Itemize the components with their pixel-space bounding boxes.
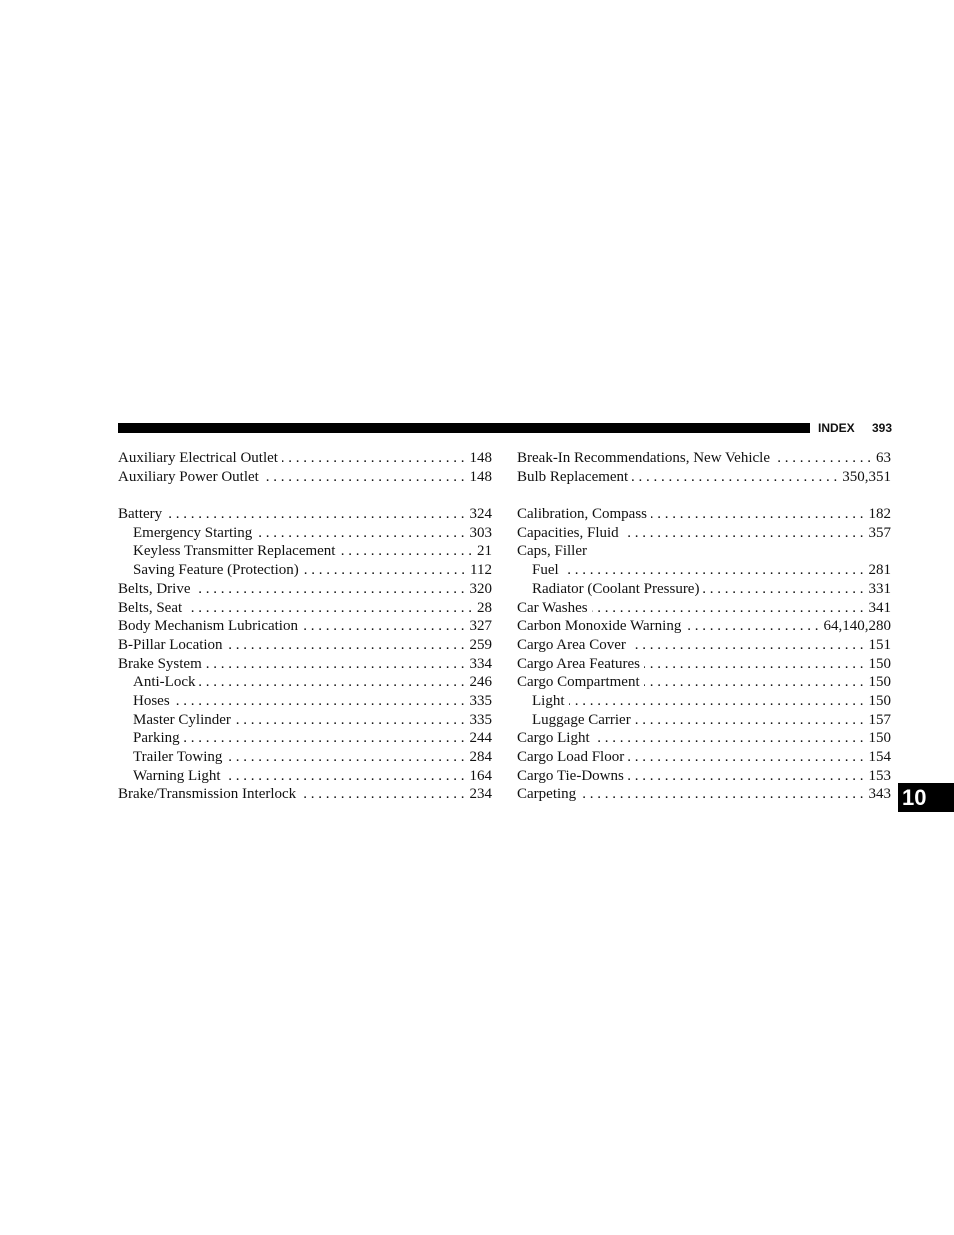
entry-label: Carpeting: [517, 786, 577, 803]
entry-label: Cargo Area Features: [517, 655, 641, 672]
entry-label: Warning Light: [133, 767, 221, 784]
entry-page: 157: [868, 711, 891, 728]
entry-label: Capacities, Fluid: [517, 524, 619, 541]
entry-page: 148: [469, 468, 492, 485]
index-entry: [517, 599, 891, 618]
dot-leader: [592, 599, 864, 618]
dot-leader: [774, 449, 871, 468]
index-entry: [118, 655, 492, 674]
index-subentry: [517, 580, 891, 599]
dot-leader: [632, 468, 837, 487]
entry-page: 357: [868, 524, 891, 541]
entry-page: 341: [868, 599, 891, 616]
entry-label: Cargo Compartment: [517, 674, 640, 691]
dot-leader: [303, 561, 465, 580]
index-subentry: [118, 767, 492, 786]
dot-leader: [199, 673, 464, 692]
index-entry: [118, 599, 492, 618]
entry-label: Parking: [133, 730, 180, 747]
index-entry: [517, 655, 891, 674]
index-entry: [517, 785, 891, 804]
entry-page: 21: [477, 543, 492, 560]
entry-page: 350,351: [842, 468, 891, 485]
index-entry: [517, 729, 891, 748]
index-subentry: [517, 711, 891, 730]
index-subentry: [517, 692, 891, 711]
entry-page: 331: [868, 580, 891, 597]
index-entry: [118, 580, 492, 599]
dot-leader: [628, 767, 864, 786]
index-entry: [517, 636, 891, 655]
entry-page: 246: [469, 674, 492, 691]
entry-page: 150: [868, 674, 891, 691]
index-subentry: [118, 692, 492, 711]
index-column-left: [118, 449, 492, 804]
entry-label: Brake System: [118, 655, 202, 672]
entry-page: 335: [469, 711, 492, 728]
entry-page: 112: [470, 562, 492, 579]
entry-page: 343: [868, 786, 891, 803]
dot-leader: [630, 636, 864, 655]
entry-label: Cargo Area Cover: [517, 636, 626, 653]
page-number: 393: [871, 421, 892, 435]
entry-page: 154: [868, 749, 891, 765]
entry-label: Cargo Load Floor: [517, 749, 625, 765]
entry-page: 150: [868, 730, 891, 747]
dot-leader: [256, 524, 464, 543]
dot-leader: [195, 580, 465, 599]
index-entry: [118, 468, 492, 487]
running-header: [818, 420, 892, 436]
entry-label: Anti-Lock: [133, 674, 196, 691]
entry-page: 150: [868, 655, 891, 672]
index-entry: [517, 505, 891, 524]
entry-page: 151: [868, 636, 891, 653]
entry-page: 259: [469, 636, 492, 653]
entry-label: Keyless Transmitter Replacement: [133, 543, 336, 560]
dot-leader: [174, 692, 465, 711]
entry-page: 164: [469, 767, 492, 784]
dot-leader: [166, 505, 464, 524]
entry-label: Caps, Filler: [517, 543, 587, 560]
index-entry: [517, 449, 891, 468]
header-rule: [118, 423, 810, 433]
entry-page: 63: [876, 450, 891, 466]
index-entry: [517, 524, 891, 543]
dot-leader: [628, 748, 863, 767]
entry-page: 284: [469, 749, 492, 765]
chapter-tab: 10: [898, 783, 954, 812]
index-subentry: [118, 561, 492, 580]
entry-page: 320: [469, 580, 492, 597]
entry-label: Radiator (Coolant Pressure): [532, 580, 700, 597]
dot-leader: [569, 692, 864, 711]
index-entry: [517, 617, 891, 636]
index-subentry: [118, 524, 492, 543]
index-column-right: [517, 449, 891, 804]
dot-leader: [263, 468, 465, 487]
dot-leader: [225, 767, 465, 786]
entry-page: 327: [469, 618, 492, 635]
index-entry: [118, 617, 492, 636]
entry-label: Belts, Seat: [118, 599, 183, 616]
entry-page: 303: [469, 524, 492, 541]
dot-leader: [235, 711, 465, 730]
entry-label: Brake/Transmission Interlock: [118, 786, 297, 803]
index-subentry: [118, 542, 492, 561]
dot-leader: [186, 599, 472, 618]
dot-leader: [300, 785, 464, 804]
index-subentry: [517, 561, 891, 580]
entry-label: Auxiliary Power Outlet: [118, 468, 259, 485]
dot-leader: [703, 580, 863, 599]
entry-label: Break-In Recommendations, New Vehicle: [517, 450, 770, 466]
entry-label: Master Cylinder: [133, 711, 231, 728]
entry-page: 148: [469, 450, 492, 466]
entry-page: 64,140,280: [823, 618, 891, 635]
entry-label: Belts, Drive: [118, 580, 191, 597]
dot-leader: [302, 617, 465, 636]
dot-leader: [339, 542, 472, 561]
entry-label: Hoses: [133, 692, 170, 709]
index-entry: [118, 636, 492, 655]
entry-label: Saving Feature (Protection): [133, 562, 299, 579]
entry-page: 281: [868, 562, 891, 579]
dot-leader: [563, 561, 864, 580]
entry-label: Trailer Towing: [133, 749, 223, 765]
entry-page: 28: [477, 599, 492, 616]
dot-leader: [623, 524, 864, 543]
entry-page: 150: [868, 692, 891, 709]
entry-label: Fuel: [532, 562, 559, 579]
index-subentry: [118, 673, 492, 692]
index-entry: [517, 748, 891, 767]
entry-label: Calibration, Compass: [517, 506, 647, 523]
entry-label: Bulb Replacement: [517, 468, 629, 485]
index-subentry: [118, 729, 492, 748]
dot-leader: [226, 748, 464, 767]
entry-label: Battery: [118, 506, 163, 523]
dot-leader: [685, 617, 818, 636]
entry-page: 244: [469, 730, 492, 747]
index-entry: [118, 785, 492, 804]
dot-leader: [282, 449, 465, 468]
dot-leader: [644, 655, 863, 674]
dot-leader: [594, 729, 864, 748]
dot-leader: [184, 729, 465, 748]
entry-label: Body Mechanism Lubrication: [118, 618, 298, 635]
entry-page: 234: [469, 786, 492, 803]
entry-page: 335: [469, 692, 492, 709]
dot-leader: [635, 711, 864, 730]
index-entry: [517, 673, 891, 692]
entry-label: B-Pillar Location: [118, 636, 223, 653]
index-entry: [517, 767, 891, 786]
entry-label: Carbon Monoxide Warning: [517, 618, 682, 635]
entry-label: Luggage Carrier: [532, 711, 631, 728]
section-title: INDEX: [818, 421, 855, 435]
dot-leader: [206, 655, 465, 674]
entry-label: Emergency Starting: [133, 524, 253, 541]
index-subentry: [118, 748, 492, 767]
index-subentry: [118, 711, 492, 730]
dot-leader: [227, 636, 465, 655]
entry-label: Auxiliary Electrical Outlet: [118, 450, 278, 466]
index-entry: [517, 468, 891, 487]
entry-label: Car Washes: [517, 599, 588, 616]
entry-page: 324: [469, 506, 492, 523]
index-entry: [517, 542, 891, 561]
entry-label: Cargo Tie-Downs: [517, 767, 624, 784]
index-entry: [118, 505, 492, 524]
dot-leader: [644, 673, 864, 692]
entry-page: 182: [868, 506, 891, 523]
dot-leader: [651, 505, 864, 524]
entry-page: 334: [469, 655, 492, 672]
index-entry: [118, 449, 492, 468]
entry-label: Light: [532, 692, 565, 709]
dot-leader: [580, 785, 863, 804]
entry-page: 153: [868, 767, 891, 784]
entry-label: Cargo Light: [517, 730, 590, 747]
